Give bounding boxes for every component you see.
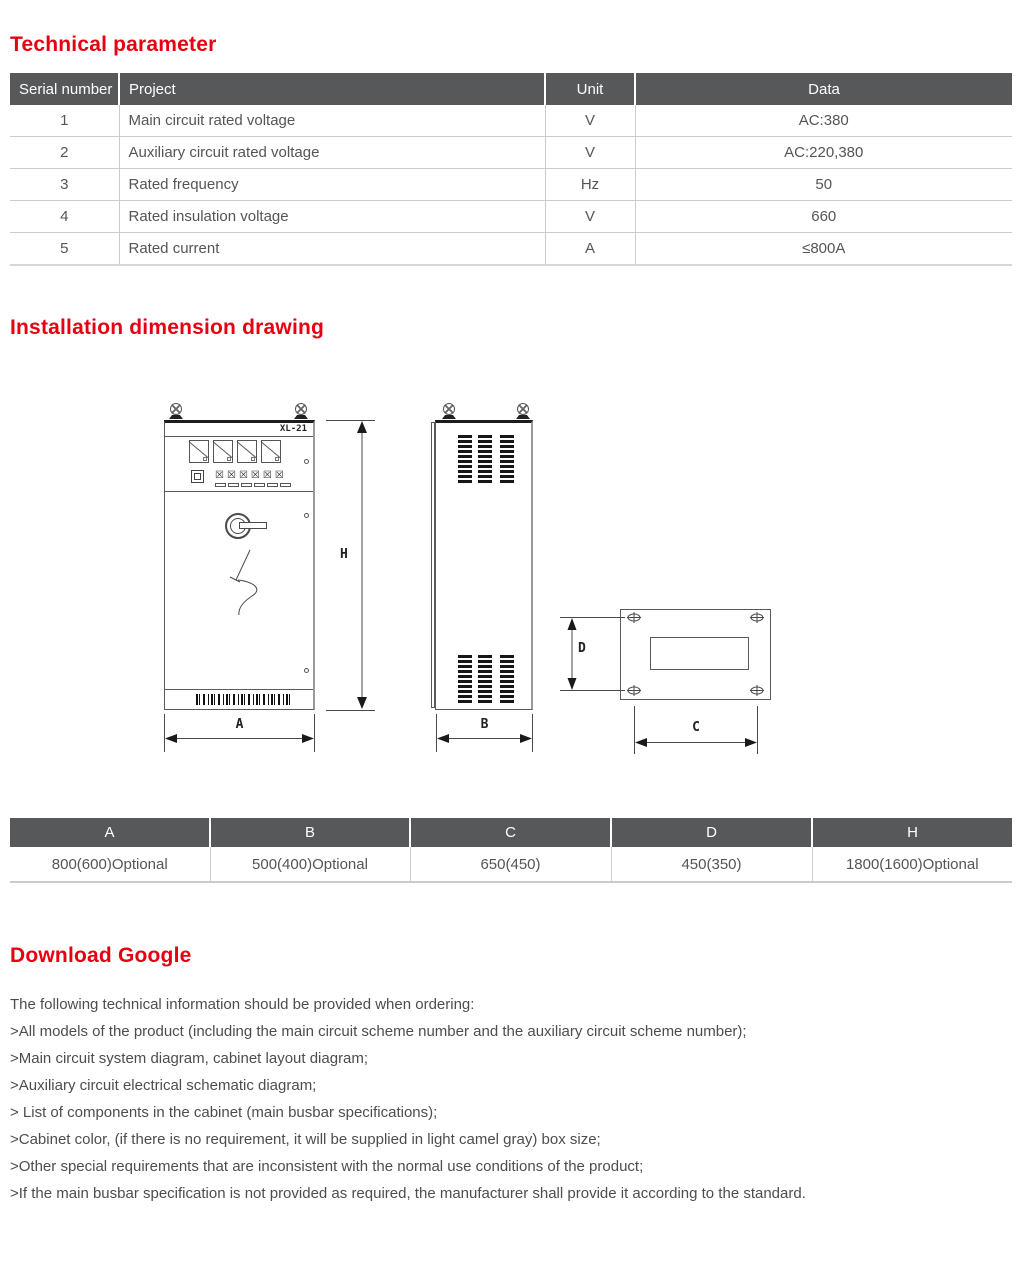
col-header-unit: Unit <box>545 73 635 105</box>
section-title-technical-parameter: Technical parameter <box>10 33 217 56</box>
cell-project: Rated current <box>119 233 545 266</box>
cell-unit: Hz <box>545 169 635 201</box>
lifting-eye-bolt-icon <box>443 403 455 415</box>
col-header-serial-number: Serial number <box>10 73 119 105</box>
ordering-item: > List of components in the cabinet (main busbar specifications); <box>10 1104 438 1121</box>
cell-data: 660 <box>635 201 1012 233</box>
cell-data: AC:220,380 <box>635 137 1012 169</box>
door-knob-icon <box>304 668 309 673</box>
cell-unit: V <box>545 137 635 169</box>
vent-grille-icon <box>500 435 514 483</box>
model-label: XL-21 <box>279 424 307 434</box>
vent-grille-icon <box>478 655 492 703</box>
door-knob-icon <box>304 513 309 518</box>
section-title-download: Download Google <box>10 944 192 967</box>
table-row <box>10 105 1012 137</box>
col-header-D: D <box>611 818 812 847</box>
bottom-vent-grille <box>196 694 292 705</box>
dim-label-D: D <box>578 641 586 656</box>
ordering-item: >Cabinet color, (if there is no requirement, it will be supplied in light camel gray) box size; <box>10 1131 601 1148</box>
cell-project: Auxiliary circuit rated voltage <box>119 137 545 169</box>
cell-unit: V <box>545 201 635 233</box>
ordering-item: >Auxiliary circuit electrical schematic diagram; <box>10 1077 317 1094</box>
table-row <box>10 201 1012 233</box>
cell-data: ≤800A <box>635 233 1012 266</box>
ordering-intro-line: The following technical information should be provided when ordering: <box>10 996 475 1013</box>
col-header-project: Project <box>119 73 545 105</box>
door-knob-icon <box>304 459 309 464</box>
technical-parameter-table <box>10 73 1012 266</box>
bottom-vent-divider <box>165 689 313 690</box>
indicator-lamp-row <box>215 471 284 481</box>
cell-serial: 4 <box>10 201 119 233</box>
dim-value-B: 500(400)Optional <box>210 847 410 882</box>
vent-grille-icon <box>458 655 472 703</box>
dim-label-H: H <box>340 547 348 562</box>
dim-label-C: C <box>692 720 700 735</box>
table-row <box>10 137 1012 169</box>
cell-unit: V <box>545 105 635 137</box>
cell-serial: 2 <box>10 137 119 169</box>
panel-meter-icon <box>189 440 209 463</box>
cell-data: 50 <box>635 169 1012 201</box>
indicator-lamp-icon: ☒ <box>215 470 224 481</box>
ordering-information <box>10 991 1010 1207</box>
dim-label-B: B <box>480 717 489 732</box>
cabinet-top-view <box>620 609 771 700</box>
dim-value-D: 450(350) <box>611 847 812 882</box>
front-panel-top-line <box>165 436 313 437</box>
ordering-item: >All models of the product (including the main circuit scheme number and the auxiliary circuit scheme number); <box>10 1023 747 1040</box>
dim-value-A: 800(600)Optional <box>10 847 210 882</box>
dim-value-C: 650(450) <box>410 847 611 882</box>
vent-grille-icon <box>458 435 472 483</box>
table-header-row <box>10 73 1012 105</box>
vent-grille-icon <box>500 655 514 703</box>
dimension-value-table <box>10 818 1012 883</box>
indicator-lamp-icon: ☒ <box>238 470 248 481</box>
col-header-data: Data <box>635 73 1012 105</box>
ordering-item: >If the main busbar specification is not provided as required, the manufacturer shall provide it according to the standard. <box>10 1185 806 1202</box>
panel-meter-icon <box>261 440 281 463</box>
installation-dimension-drawing <box>0 390 1021 790</box>
indicator-lamp-icon: ☒ <box>262 470 272 481</box>
col-header-C: C <box>410 818 611 847</box>
indicator-lamp-icon: ☒ <box>274 470 284 481</box>
cell-unit: A <box>545 233 635 266</box>
cell-serial: 5 <box>10 233 119 266</box>
cell-serial: 1 <box>10 105 119 137</box>
indicator-lamp-icon: ☒ <box>250 470 260 481</box>
control-switch-icon <box>191 470 204 483</box>
ordering-item: >Other special requirements that are inconsistent with the normal use conditions of the product; <box>10 1158 644 1175</box>
cell-project: Rated frequency <box>119 169 545 201</box>
dim-value-H: 1800(1600)Optional <box>812 847 1012 882</box>
col-header-B: B <box>210 818 410 847</box>
section-title-installation-dimension: Installation dimension drawing <box>10 316 325 339</box>
lifting-eye-bolt-icon <box>170 403 182 415</box>
indicator-lamp-icon: ☒ <box>226 470 236 481</box>
panel-meter-icon <box>237 440 257 463</box>
col-header-H: H <box>812 818 1012 847</box>
panel-meter-icon <box>213 440 233 463</box>
label-plate-row <box>215 483 291 487</box>
table-row <box>10 847 1012 882</box>
table-row <box>10 169 1012 201</box>
instrument-panel-divider <box>165 491 313 492</box>
cell-project: Rated insulation voltage <box>119 201 545 233</box>
lifting-eye-bolt-icon <box>295 403 307 415</box>
col-header-A: A <box>10 818 210 847</box>
busbar-opening <box>650 637 749 670</box>
table-header-row <box>10 818 1012 847</box>
rotary-handle-bar <box>239 522 267 529</box>
cabinet-front-view <box>164 420 315 710</box>
cabinet-side-view <box>435 420 533 710</box>
lifting-eye-bolt-icon <box>517 403 529 415</box>
dim-label-A: A <box>235 717 244 732</box>
cell-data: AC:380 <box>635 105 1012 137</box>
cell-project: Main circuit rated voltage <box>119 105 545 137</box>
table-row <box>10 233 1012 266</box>
cell-serial: 3 <box>10 169 119 201</box>
vent-grille-icon <box>478 435 492 483</box>
ordering-item: >Main circuit system diagram, cabinet layout diagram; <box>10 1050 369 1067</box>
